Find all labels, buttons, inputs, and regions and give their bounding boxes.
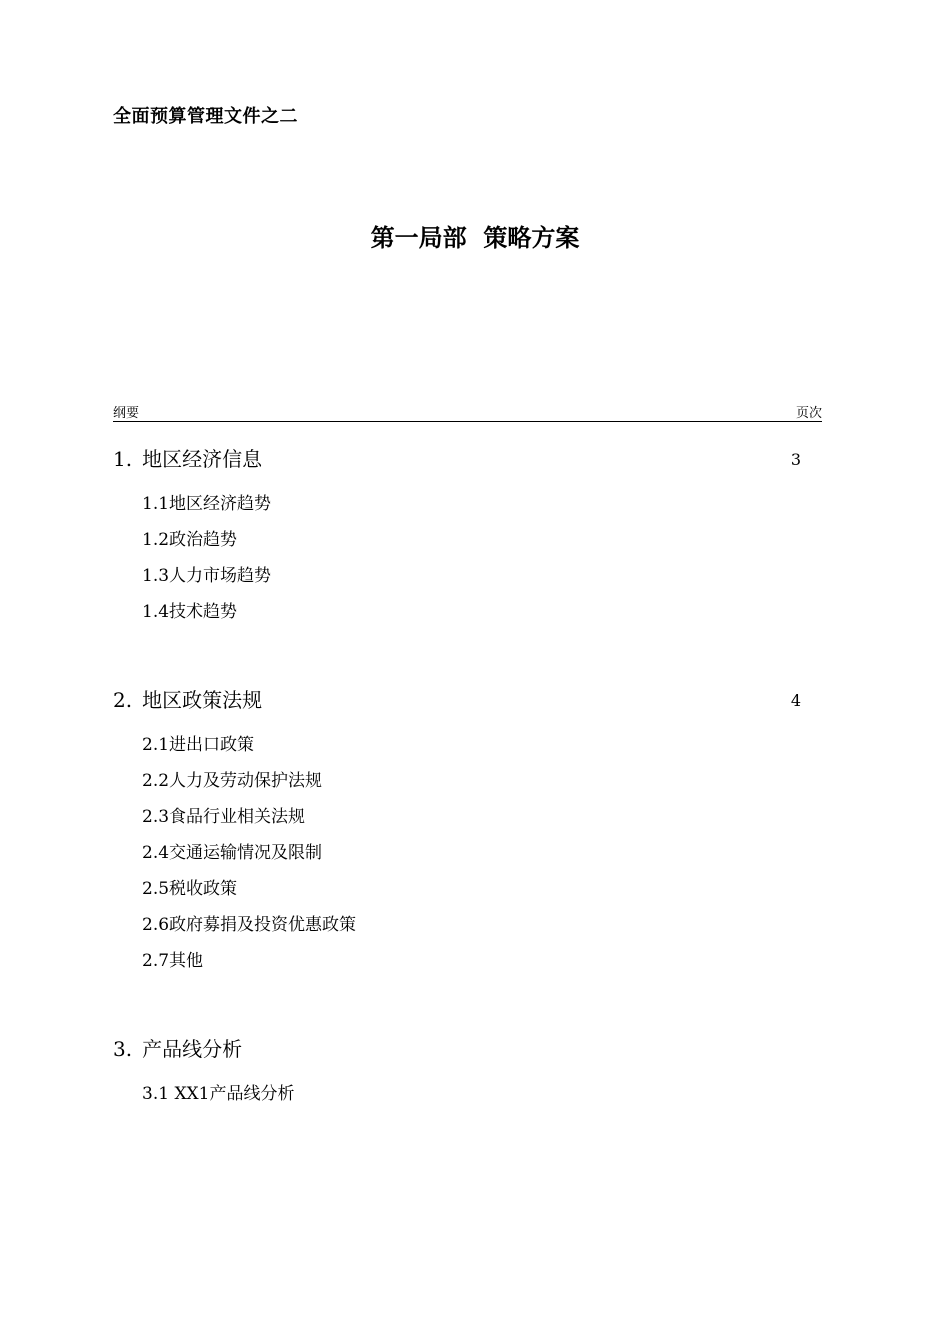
toc-section-3 — [113, 1034, 822, 1118]
toc-subitem: 3.1 XX1产品线分析 — [142, 1084, 295, 1104]
section-number: 1. — [113, 447, 133, 471]
toc-subitem: 2.6政府募捐及投资优惠政策 — [142, 915, 357, 935]
toc-subitem: 2.5税收政策 — [142, 879, 238, 899]
toc-header-outline: 纲要 — [113, 406, 140, 421]
toc-subitem: 1.1地区经济趋势 — [142, 494, 272, 514]
section-page-number: 4 — [790, 691, 801, 710]
toc-header-page: 页次 — [795, 406, 822, 421]
section-label: 地区政策法规 — [142, 688, 263, 712]
toc-section-1 — [113, 444, 822, 636]
toc-subitems — [113, 492, 822, 636]
toc-subitem: 2.7其他 — [142, 951, 204, 971]
toc-subitem: 2.4交通运输情况及限制 — [142, 843, 323, 863]
toc-section-2 — [113, 685, 822, 985]
toc-subitems — [113, 1082, 822, 1118]
section-label: 产品线分析 — [142, 1037, 243, 1061]
toc-section-heading — [113, 444, 822, 474]
section-label: 地区经济信息 — [142, 447, 263, 471]
toc-subitem: 1.4技术趋势 — [142, 602, 238, 622]
toc-section-heading — [113, 685, 822, 715]
section-page-number: 3 — [790, 450, 801, 469]
document-series-title: 全面预算管理文件之二 — [113, 106, 298, 127]
toc-subitem: 1.3人力市场趋势 — [142, 566, 272, 586]
toc-section-heading — [113, 1034, 822, 1064]
document-title: 第一局部 策略方案 — [370, 224, 580, 252]
toc-header — [113, 400, 822, 422]
toc-subitem: 2.1进出口政策 — [142, 735, 255, 755]
toc-subitem: 2.2人力及劳动保护法规 — [142, 771, 323, 791]
section-number: 2. — [113, 688, 133, 712]
toc-subitems — [113, 733, 822, 985]
section-number: 3. — [113, 1037, 133, 1061]
toc-subitem: 1.2政治趋势 — [142, 530, 238, 550]
toc-subitem: 2.3食品行业相关法规 — [142, 807, 306, 827]
